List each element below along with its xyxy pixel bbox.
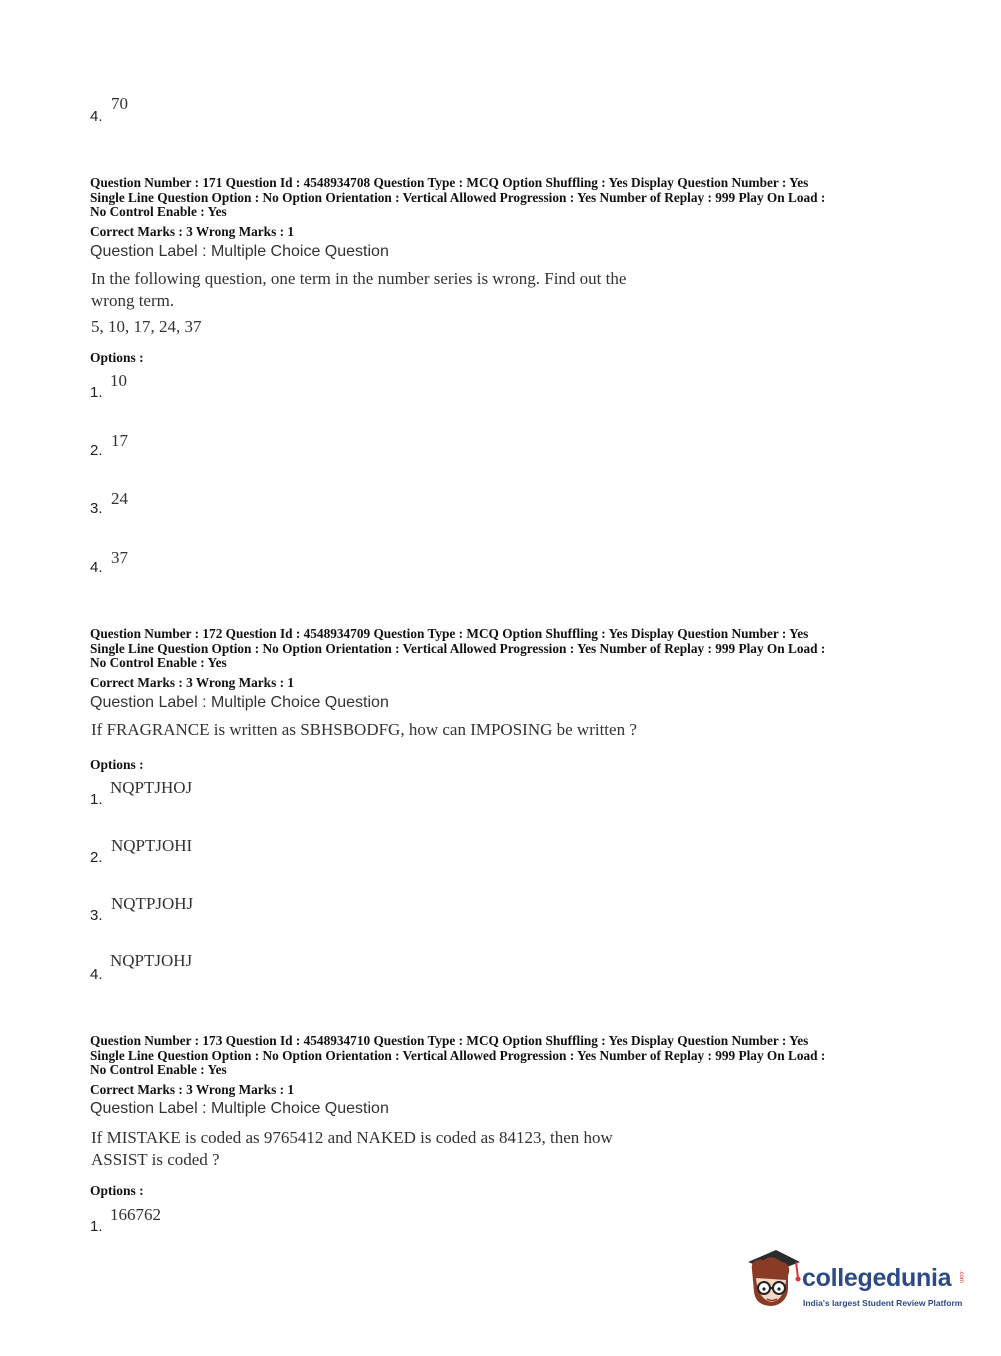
option-value: NQPTJOHI <box>111 836 193 855</box>
logo-com: .com <box>958 1270 964 1284</box>
option-value: NQPTJHOJ <box>110 778 193 797</box>
logo-tagline: India's largest Student Review Platform <box>803 1298 963 1308</box>
option-value: NQTPJOHJ <box>111 894 194 913</box>
option-number: 3. <box>90 500 103 517</box>
question-text-line: wrong term. <box>91 291 175 310</box>
option-number: 4. <box>90 108 103 125</box>
options-label: Options : <box>90 757 144 772</box>
option-number: 1. <box>90 384 103 401</box>
question-marks: Correct Marks : 3 Wrong Marks : 1 <box>90 224 294 239</box>
option-number: 2. <box>90 849 103 866</box>
options-label: Options : <box>90 350 144 365</box>
option-value: 70 <box>111 94 128 113</box>
question-text-line: If MISTAKE is coded as 9765412 and NAKED is coded as 84123, then how <box>91 1128 613 1147</box>
collegedunia-logo <box>742 1248 972 1318</box>
option-value: NQPTJOHJ <box>110 951 193 970</box>
option-value: 166762 <box>110 1205 161 1224</box>
question-label: Question Label : Multiple Choice Question <box>90 1100 389 1117</box>
option-number: 1. <box>90 791 103 808</box>
logo-name: collegedunia <box>802 1264 952 1292</box>
question-marks: Correct Marks : 3 Wrong Marks : 1 <box>90 675 294 690</box>
option-number: 3. <box>90 907 103 924</box>
question-text-line: ASSIST is coded ? <box>91 1150 220 1169</box>
option-value: 37 <box>111 548 128 567</box>
question-meta: Question Number : 172 Question Id : 4548934709 Question Type : MCQ Option Shuffling : Yes Display Question Number : Yes Single Line Question Option : No Option Orientation : Vertical Allowed Progression : Yes Number of Replay : 999 Play On Load : No Control Enable : Yes <box>90 626 826 670</box>
question-label: Question Label : Multiple Choice Question <box>90 243 389 260</box>
options-label: Options : <box>90 1183 144 1198</box>
option-value: 24 <box>111 489 128 508</box>
question-text-line: 5, 10, 17, 24, 37 <box>91 317 202 336</box>
question-meta: Question Number : 171 Question Id : 4548934708 Question Type : MCQ Option Shuffling : Yes Display Question Number : Yes Single Line Question Option : No Option Orientation : Vertical Allowed Progression : Yes Number of Replay : 999 Play On Load : No Control Enable : Yes <box>90 175 826 219</box>
question-text-line: If FRAGRANCE is written as SBHSBODFG, how can IMPOSING be written ? <box>91 720 637 739</box>
option-value: 10 <box>110 371 127 390</box>
question-meta: Question Number : 173 Question Id : 4548934710 Question Type : MCQ Option Shuffling : Yes Display Question Number : Yes Single Line Question Option : No Option Orientation : Vertical Allowed Progression : Yes Number of Replay : 999 Play On Load : No Control Enable : Yes <box>90 1033 826 1077</box>
option-number: 4. <box>90 559 103 576</box>
mascot-icon <box>742 1248 804 1314</box>
question-marks: Correct Marks : 3 Wrong Marks : 1 <box>90 1082 294 1097</box>
option-number: 4. <box>90 966 103 983</box>
option-value: 17 <box>111 431 128 450</box>
option-number: 2. <box>90 442 103 459</box>
question-label: Question Label : Multiple Choice Question <box>90 694 389 711</box>
option-number: 1. <box>90 1218 103 1235</box>
question-text-line: In the following question, one term in the number series is wrong. Find out the <box>91 269 627 288</box>
